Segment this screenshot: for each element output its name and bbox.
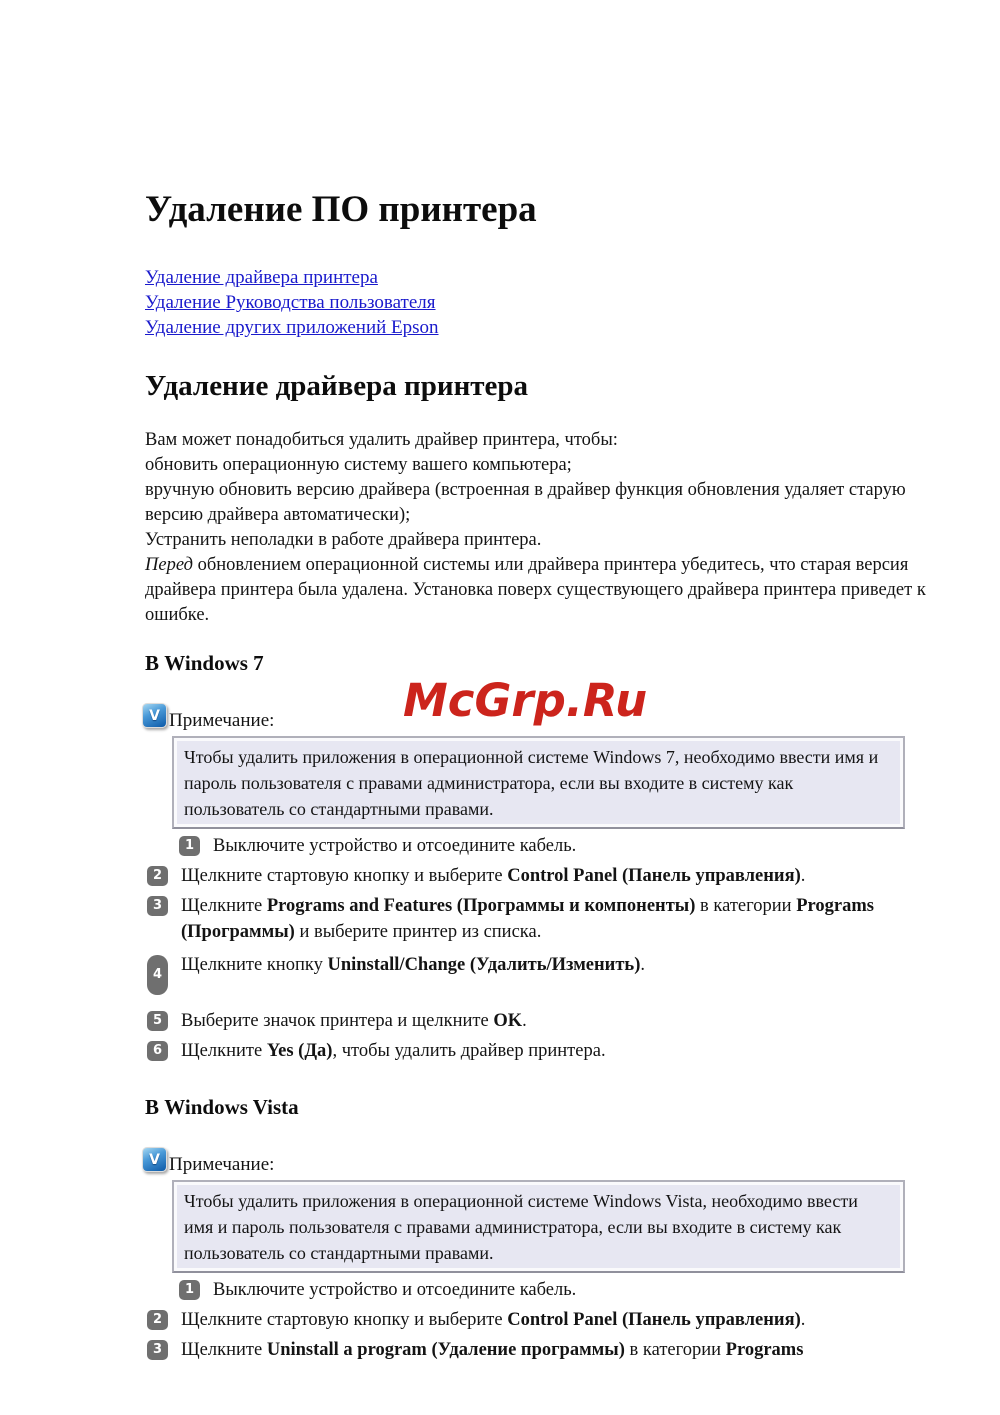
step-text: Щелкните Uninstall a program (Удаление программы) в категории Programs: [181, 1340, 804, 1360]
step-number-badge: 1: [179, 1280, 200, 1300]
step-number-badge: 6: [147, 1041, 168, 1061]
step-text: Щелкните стартовую кнопку и выберите Control Panel (Панель управления).: [181, 1310, 806, 1330]
section-heading: Удаление драйвера принтера: [145, 370, 529, 402]
link-remove-driver[interactable]: Удаление драйвера принтера: [145, 267, 378, 288]
mcgrp-watermark: McGrp.Ru: [403, 674, 648, 727]
note-check-icon: V: [142, 1147, 167, 1172]
note-label: Примечание:: [169, 1154, 275, 1175]
note-box-win7: Чтобы удалить приложения в операционной системе Windows 7, необходимо ввести имя и пароль пользователя с правами администратора, если вы входите в систему как пользователь со стандартными правами.: [172, 736, 905, 829]
note-label: Примечание:: [169, 710, 275, 731]
step-text: Щелкните кнопку Uninstall/Change (Удалить/Изменить).: [181, 955, 645, 975]
intro-paragraph: [145, 428, 930, 628]
step-text: Щелкните стартовую кнопку и выберите Control Panel (Панель управления).: [181, 866, 806, 886]
heading-windows-7: В Windows 7: [145, 651, 264, 675]
step-number-badge: 5: [147, 1011, 168, 1031]
step-item: [147, 893, 930, 945]
step-text: Выберите значок принтера и щелкните OK.: [181, 1011, 527, 1031]
link-remove-user-guide[interactable]: Удаление Руководства пользователя: [145, 292, 436, 313]
intro-line: Вам может понадобиться удалить драйвер принтера, чтобы:: [145, 430, 618, 450]
steps-windows-7: [145, 833, 930, 1064]
note-row-win7: [142, 703, 930, 733]
step-item: [147, 1307, 930, 1333]
step-text: Выключите устройство и отсоедините кабель.: [213, 836, 577, 856]
step-text: Щелкните Programs and Features (Программы и компоненты) в категории Programs (Программы) и выберите принтер из списка.: [181, 896, 874, 942]
step-number-badge: 2: [147, 866, 168, 886]
intro-line: Перед обновлением операционной системы или драйвера принтера убедитесь, что старая версия драйвера принтера была удалена. Установка поверх существующего драйвера принтера приведет к ошибке.: [145, 555, 926, 625]
link-remove-epson-apps[interactable]: Удаление других приложений Epson: [145, 317, 439, 338]
intro-line: обновить операционную систему вашего компьютера;: [145, 455, 572, 475]
steps-windows-vista: [145, 1277, 930, 1363]
step-item: [179, 833, 930, 859]
toc-links: [145, 265, 930, 340]
step-number-badge: 2: [147, 1310, 168, 1330]
step-item: [147, 863, 930, 889]
step-number-badge: 4: [147, 955, 168, 995]
intro-line: вручную обновить версию драйвера (встроенная в драйвер функция обновления удаляет старую версию драйвера автоматически);: [145, 480, 906, 525]
step-item: [179, 1277, 930, 1303]
step-number-badge: 1: [179, 836, 200, 856]
step-item: [147, 1038, 930, 1064]
step-item: [147, 1008, 930, 1034]
heading-windows-vista: В Windows Vista: [145, 1095, 299, 1119]
step-item: [147, 952, 930, 995]
step-number-badge: 3: [147, 896, 168, 916]
page-title: Удаление ПО принтера: [145, 189, 537, 230]
intro-line: Устранить неполадки в работе драйвера принтера.: [145, 530, 542, 550]
step-text: Щелкните Yes (Да), чтобы удалить драйвер принтера.: [181, 1041, 606, 1061]
step-number-badge: 3: [147, 1340, 168, 1360]
step-item: [147, 1337, 930, 1363]
step-text: Выключите устройство и отсоедините кабель.: [213, 1280, 577, 1300]
note-check-icon: V: [142, 703, 167, 728]
note-row-vista: [142, 1147, 930, 1177]
note-box-vista: Чтобы удалить приложения в операционной системе Windows Vista, необходимо ввести имя и пароль пользователя с правами администратора, если вы входите в систему как пользователь со стандартными правами.: [172, 1180, 905, 1273]
